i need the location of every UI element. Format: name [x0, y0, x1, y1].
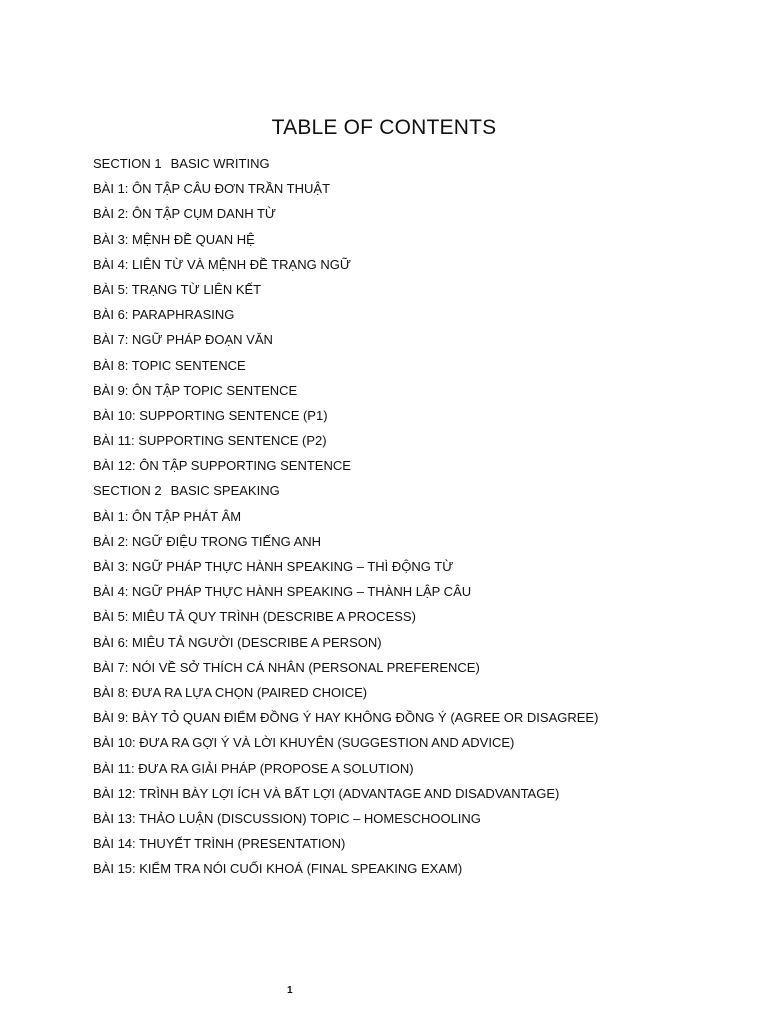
toc-lesson-item: BÀI 1: ÔN TẬP CÂU ĐƠN TRẦN THUẬT — [93, 181, 331, 197]
toc-lesson-item: BÀI 2: NGỮ ĐIỆU TRONG TIẾNG ANH — [93, 533, 322, 549]
toc-lesson-item: BÀI 6: MIÊU TẢ NGƯỜI (DESCRIBE A PERSON) — [93, 634, 382, 650]
toc-lesson-item: BÀI 14: THUYẾT TRÌNH (PRESENTATION) — [93, 836, 346, 852]
toc-lesson-item: BÀI 4: LIÊN TỪ VÀ MỆNH ĐỀ TRẠNG NGỮ — [93, 256, 351, 272]
toc-lesson-item: BÀI 3: NGỮ PHÁP THỰC HÀNH SPEAKING – THÌ ĐỘNG TỪ — [93, 559, 454, 574]
toc-lesson-item: BÀI 1: ÔN TẬP PHÁT ÂM — [93, 508, 242, 524]
toc-lesson-item: BÀI 9: ÔN TẬP TOPIC SENTENCE — [93, 382, 298, 398]
toc-lesson-item: BÀI 10: ĐƯA RA GỢI Ý VÀ LỜI KHUYÊN (SUGGESTION AND ADVICE) — [93, 735, 515, 751]
toc-lesson-item: BÀI 11: SUPPORTING SENTENCE (P2) — [93, 433, 327, 449]
toc-lesson-item: BÀI 15: KIỂM TRA NÓI CUỐI KHOÁ (FINAL SPEAKING EXAM) — [93, 861, 463, 877]
toc-lesson-item: BÀI 12: ÔN TẬP SUPPORTING SENTENCE — [93, 458, 351, 474]
toc-lesson-item: BÀI 11: ĐƯA RA GIẢI PHÁP (PROPOSE A SOLUTION) — [93, 760, 414, 776]
page-number: 1 — [287, 985, 293, 996]
toc-lesson-item: BÀI 8: ĐƯA RA LỰA CHỌN (PAIRED CHOICE) — [93, 684, 368, 700]
toc-lesson-item: BÀI 5: TRẠNG TỪ LIÊN KẾT — [93, 281, 262, 297]
section-label: SECTION 2 — [93, 483, 162, 499]
toc-lesson-item: BÀI 6: PARAPHRASING — [93, 307, 235, 323]
toc-lesson-item: BÀI 8: TOPIC SENTENCE — [93, 357, 246, 373]
section-title: BASIC WRITING — [170, 156, 270, 171]
toc-lesson-item: BÀI 13: THẢO LUẬN (DISCUSSION) TOPIC – HOMESCHOOLING — [93, 810, 481, 826]
table-of-contents — [93, 154, 598, 884]
toc-lesson-item: BÀI 7: NGỮ PHÁP ĐOẠN VĂN — [93, 332, 273, 348]
toc-lesson-item: BÀI 3: MỆNH ĐỀ QUAN HỆ — [93, 231, 255, 247]
toc-lesson-item: BÀI 12: TRÌNH BÀY LỢI ÍCH VÀ BẤT LỢI (ADVANTAGE AND DISADVANTAGE) — [93, 785, 560, 801]
toc-lesson-item: BÀI 9: BÀY TỎ QUAN ĐIỂM ĐỒNG Ý HAY KHÔNG ĐỒNG Ý (AGREE OR DISAGREE) — [93, 710, 599, 726]
toc-lesson-item: BÀI 7: NÓI VỀ SỞ THÍCH CÁ NHÂN (PERSONAL PREFERENCE) — [93, 659, 480, 675]
toc-lesson-item: BÀI 5: MIÊU TẢ QUY TRÌNH (DESCRIBE A PROCESS) — [93, 609, 416, 625]
page-title: TABLE OF CONTENTS — [271, 116, 497, 139]
toc-lesson-item: BÀI 2: ÔN TẬP CỤM DANH TỪ — [93, 206, 277, 222]
toc-lesson-item: BÀI 4: NGỮ PHÁP THỰC HÀNH SPEAKING – THÀNH LẬP CÂU — [93, 584, 472, 600]
toc-lesson-item: BÀI 10: SUPPORTING SENTENCE (P1) — [93, 407, 328, 423]
section-title: BASIC SPEAKING — [170, 483, 280, 499]
section-label: SECTION 1 — [93, 156, 162, 171]
toc-section-heading — [93, 481, 598, 506]
toc-section-heading — [93, 154, 598, 179]
